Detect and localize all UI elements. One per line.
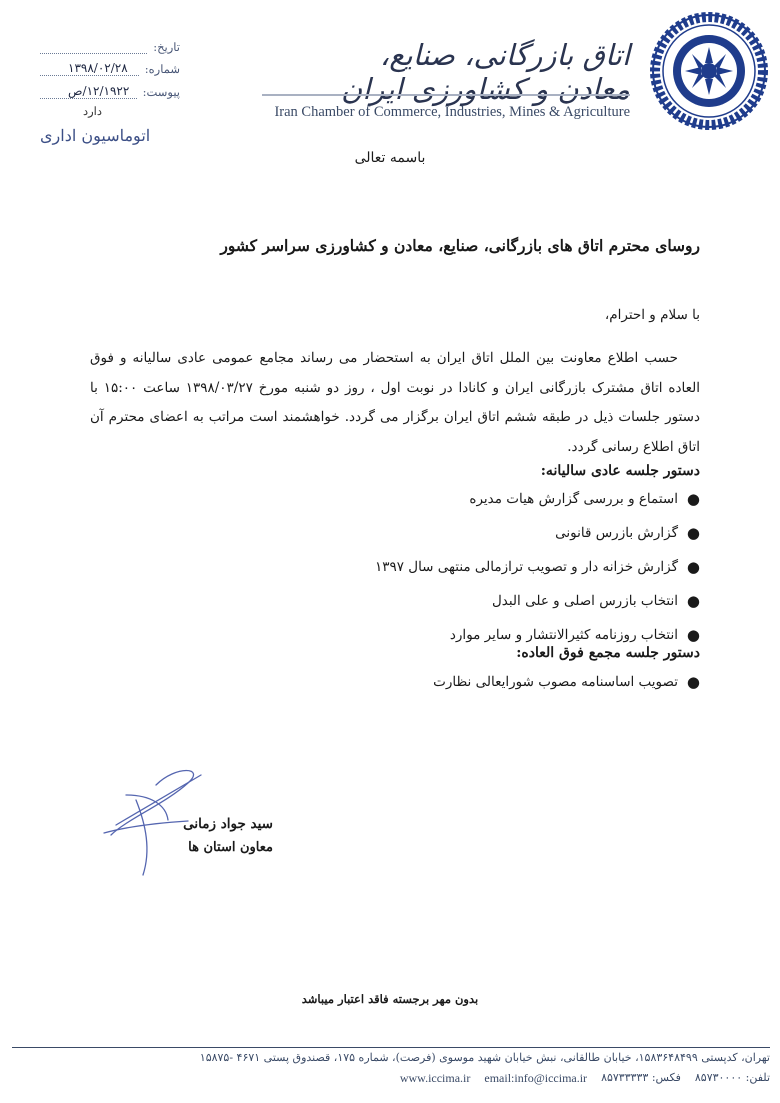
bullet-icon: ● [686, 592, 700, 610]
bullet-icon: ● [686, 524, 700, 542]
org-name-english: Iran Chamber of Commerce, Industries, Mines & Agriculture [274, 104, 630, 120]
meta-date-row [40, 36, 180, 54]
agenda-item-text: انتخاب بازرس اصلی و علی البدل [491, 593, 678, 609]
chamber-emblem-icon [648, 12, 770, 130]
agenda-item [375, 590, 700, 624]
annual-agenda-list [375, 488, 700, 658]
invocation: باسمه تعالی [354, 150, 426, 166]
meta-number-row [40, 58, 180, 76]
meta-attachment-row [40, 81, 180, 99]
meta-number-value: ۱۳۹۸/۰۲/۲۸ [40, 61, 139, 76]
recipient-line: روسای محترم اتاق های بازرگانی، صنایع، معادن و کشاورزی سراسر کشور [220, 236, 700, 255]
extra-agenda-heading: دستور جلسه مجمع فوق العاده: [516, 645, 700, 661]
bullet-icon: ● [686, 626, 700, 644]
org-name-persian: اتاق بازرگانی، صنایع، معادن و کشاورزی ایران [341, 38, 630, 106]
footer-contact [50, 1071, 770, 1086]
meta-date-label: تاریخ: [153, 40, 180, 54]
annual-agenda-heading: دستور جلسه عادی سالیانه: [540, 463, 700, 479]
bullet-icon: ● [686, 673, 700, 691]
meta-attachment-value: ۱۲/۱۹۲۲/ص [40, 84, 137, 99]
bullet-icon: ● [686, 490, 700, 508]
footer-fax: فکس: ۸۵۷۳۳۳۳۳ [601, 1071, 681, 1084]
footer-divider [12, 1047, 770, 1048]
letter-paragraph-text: حسب اطلاع معاونت بین الملل اتاق ایران به استحضار می رساند مجامع عمومی عادی سالیانه و فوق العاده اتاق مشترک بازرگانی ایران و کانادا در نوبت اول ، روز دو شنبه مورخ ۱۳۹۸/۰۳/۲۷ ساعت ۱۵:۰۰ با دستور جلسات ذیل در طبقه ششم اتاق ایران برگزار می گردد. خواهشمند است مراتب به اعضای محترم آن اتاق اطلاع رسانی گردد. [90, 350, 700, 455]
agenda-item [375, 522, 700, 556]
letter-paragraph [90, 344, 700, 462]
footer-email[interactable]: email:info@iccima.ir [484, 1071, 588, 1085]
validity-note: بدون مهر برجسته فاقد اعتبار میباشد [301, 992, 479, 1006]
agenda-item-text: استماع و بررسی گزارش هیات مدیره [469, 491, 678, 507]
agenda-item [375, 488, 700, 522]
signer-name: سید جواد زمانی [183, 816, 273, 832]
greeting: با سلام و احترام، [604, 307, 700, 323]
footer-phone: تلفن: ۸۵۷۳۰۰۰۰ [694, 1071, 770, 1084]
bullet-icon: ● [686, 558, 700, 576]
extra-agenda-list [433, 671, 700, 705]
office-automation-stamp: اتوماسیون اداری [40, 126, 151, 145]
meta-date-value [40, 53, 147, 54]
meta-attachment-label: پیوست: [142, 85, 180, 99]
meta-number-label: شماره: [144, 62, 180, 76]
meta-attachment-state: دارد [83, 104, 102, 118]
footer-website[interactable]: www.iccima.ir [399, 1071, 471, 1085]
agenda-item-text: گزارش بازرس قانونی [555, 525, 678, 541]
agenda-item-text: گزارش خزانه دار و تصویب ترازمالی منتهی سال ۱۳۹۷ [374, 559, 678, 575]
signer-title: معاون استان ها [188, 840, 273, 855]
agenda-item-text: انتخاب روزنامه کثیرالانتشار و سایر موارد [449, 627, 678, 643]
agenda-item [433, 671, 700, 705]
footer-address: تهران، کدپستی ۱۵۸۳۶۴۸۴۹۹، خیابان طالقانی، نبش خیابان شهید موسوی (فرصت)، شماره ۱۷۵، قصندوق پستی ۴۶۷۱ -۱۵۸۷۵ [199, 1051, 770, 1064]
agenda-item-text: تصویب اساسنامه مصوب شورایعالی نظارت [433, 674, 678, 690]
header-divider [262, 94, 630, 96]
agenda-item [375, 556, 700, 590]
